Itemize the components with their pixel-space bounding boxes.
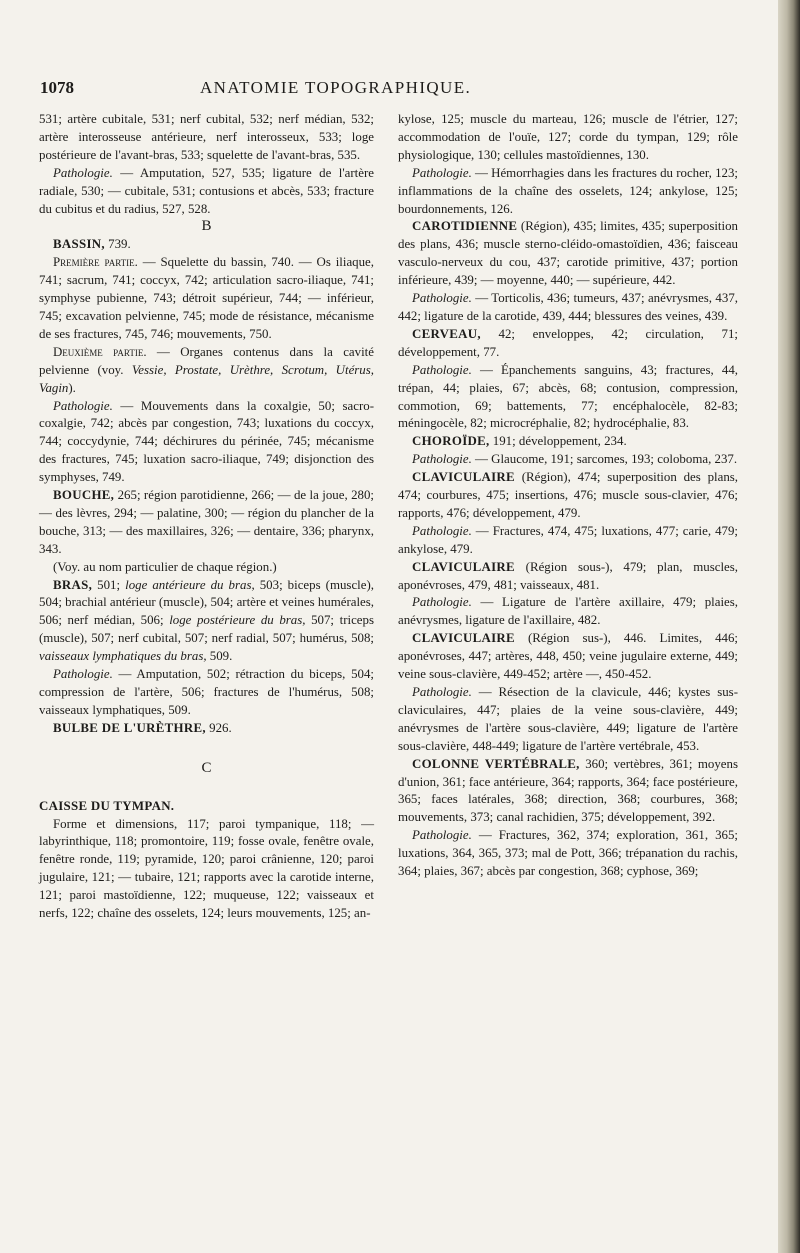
- entry-sous-claviculaire: [398, 559, 738, 595]
- left-column: [39, 111, 374, 923]
- text: 926.: [205, 720, 232, 735]
- entry-bouche: [39, 487, 374, 559]
- page-header: [40, 78, 730, 104]
- paragraph: [39, 398, 374, 488]
- paragraph: kylose, 125; muscle du marteau, 126; muscle de l'étrier, 127; accommodation de l'ouïe, 127; corde du tympan, 129; rôle physiologique, 130; cellules mastoïdiennes, 130.: [398, 112, 738, 162]
- label: Pathologie.: [53, 667, 113, 682]
- entry-head: CAROTIDIENNE: [412, 219, 518, 234]
- text: 739.: [104, 237, 131, 252]
- text: — Amputation, 502; rétraction du biceps, 504; compression de l'artère, 506; fractures de l'humérus, 508; vaisseaux lymphatiques, 509.: [39, 667, 374, 717]
- italic-text: loge postérieure du bras,: [169, 613, 306, 628]
- label: Pathologie.: [412, 165, 472, 180]
- text: 42; enveloppes, 42; circulation, 71; développement, 77.: [398, 326, 738, 359]
- text: 360; vertèbres, 361; moyens d'union, 361; face antérieure, 364; rapports, 364; face postérieure, 365; faces latérales, 368; direction, 368; courbures, 368; mouvements, 373; canal rachidien, 375; développement, 392.: [398, 756, 738, 825]
- text: 507; triceps (muscle), 507; nerf cubital, 507; nerf radial, 507; humérus, 508;: [39, 613, 374, 646]
- entry-claviculaire: [398, 469, 738, 523]
- text: (Région sus-), 446. Limites, 446; aponévroses, 447; artères, 448, 450; veine jugulaire externe, 449; veine sous-clavière, 449-452; artère —, 450-452.: [398, 631, 738, 682]
- label: Première partie.: [53, 255, 138, 270]
- section-letter-c: C: [201, 759, 212, 776]
- text: — Mouvements dans la coxalgie, 50; sacro-coxalgie, 742; abcès par congestion, 743; luxations du coccyx, 744; coccydynie, 744; déchirures du périnée, 745; mécanisme des fractures, 745; luxation sacro-iliaque, 749; disjonction des symphyses, 749.: [39, 398, 374, 485]
- entry-choroide: [398, 433, 738, 451]
- entry-head: CHOROÏDE,: [412, 434, 490, 449]
- paragraph: [398, 684, 738, 756]
- text: — Torticolis, 436; tumeurs, 437; anévrysmes, 437, 442; ligature de la carotide, 439, 444; blessures des veines, 439.: [398, 291, 738, 323]
- page-number: 1078: [40, 78, 74, 97]
- text: 265; région parotidienne, 266; — de la joue, 280; — des lèvres, 294; — palatine, 300; — région du plancher de la bouche, 313; — des maxillaires, 326; — dentaire, 336; pharynx, 343.: [39, 488, 374, 556]
- text: 509.: [206, 649, 233, 664]
- text: (Région sous-), 479; plan, muscles, aponévroses, 479, 481; vaisseaux, 481.: [398, 559, 738, 592]
- entry-caisse: [39, 798, 374, 816]
- label: Pathologie.: [412, 595, 472, 610]
- text: — Ligature de l'artère axillaire, 479; plaies, anévrysmes, ligature de l'axillaire, 482.: [398, 595, 738, 628]
- text: (Région), 474; superposition des plans, 474; courbures, 475; insertions, 476; muscle sous-clavier, 476; rapports, 476; développement, 479.: [398, 470, 738, 520]
- paragraph: [39, 344, 374, 398]
- label: Pathologie.: [53, 165, 113, 180]
- italic-text: loge antérieure du bras,: [125, 577, 255, 592]
- label: Pathologie.: [412, 828, 472, 843]
- entry-bras: [39, 577, 374, 667]
- right-column: [398, 111, 738, 881]
- text: 501;: [92, 577, 126, 592]
- text: 191; développement, 234.: [489, 434, 627, 449]
- book-edge-shadow: [778, 0, 800, 1253]
- text: — Fractures, 474, 475; luxations, 477; carie, 479; ankylose, 479.: [398, 523, 738, 556]
- label: Pathologie.: [412, 685, 472, 699]
- paragraph: Forme et dimensions, 117; paroi tympanique, 118; — labyrinthique, 118; promontoire, 119; fosse ovale, fenêtre ovale, fenêtre ronde, 119; pyramide, 120; paroi crânienne, 120; paroi jugulaire, 121; — tubaire, 121; rapports avec la carotide interne, 121; paroi mastoïdienne, 122; muqueuse, 122; vaisseaux et nerfs, 122; chaîne des osselets, 124; leurs mouvements, 125; an-: [39, 816, 374, 921]
- paragraph: [398, 523, 738, 559]
- entry-head: CAISSE DU TYMPAN.: [39, 798, 175, 813]
- entry-head: CERVEAU,: [412, 326, 481, 341]
- entry-head: CLAVICULAIRE: [412, 631, 515, 646]
- entry-head: CLAVICULAIRE: [412, 470, 515, 485]
- entry-head: COLONNE VERTÉBRALE,: [412, 756, 580, 771]
- entry-head: BRAS,: [53, 577, 93, 592]
- paragraph: 531; artère cubitale, 531; nerf cubital, 532; nerf médian, 532; artère interosseuse antérieure, nerf interosseux, 533; loge postérieure de l'avant-bras, 533; squelette de l'avant-bras, 535.: [39, 112, 374, 162]
- entry-head: CLAVICULAIRE: [412, 559, 515, 574]
- entry-sus-claviculaire: [398, 630, 738, 684]
- text: — Hémorrhagies dans les fractures du rocher, 123; inflammations de la chaîne des osselets, 124; ankylose, 125; bourdonnements, 126.: [398, 165, 738, 216]
- section-letter-b: B: [201, 218, 212, 235]
- label: Pathologie.: [53, 398, 113, 413]
- entry-colonne-vertebrale: [398, 756, 738, 828]
- text: — Fractures, 362, 374; exploration, 361, 365; luxations, 364, 365, 373; mal de Pott, 366; trépanation du rachis, 364; plaies, 367; abcès par congestion, 368; cyphose, 369;: [398, 828, 738, 879]
- paragraph: [39, 254, 374, 344]
- paragraph: [398, 827, 738, 881]
- paragraph: [39, 666, 374, 720]
- label: Pathologie.: [412, 362, 472, 377]
- entry-cerveau: [398, 326, 738, 362]
- entry-head: BOUCHE,: [53, 488, 115, 503]
- text: — Organes contenus dans la cavité pelvienne (voy.: [39, 344, 374, 377]
- text: — Amputation, 527, 535; ligature de l'artère radiale, 530; — cubitale, 531; contusions et abcès, 533; fracture du cubitus et du radius, 527, 528.: [39, 165, 374, 216]
- paragraph: [398, 165, 738, 219]
- paragraph: [398, 290, 738, 326]
- entry-head: BASSIN,: [53, 237, 105, 252]
- text: — Squelette du bassin, 740. — Os iliaque, 741; sacrum, 741; coccyx, 742; articulation sacro-iliaque, 741; symphyse pubienne, 743; détroit supérieur, 744; — inférieur, 745; excavation pelvienne, 745; mode de résistance, mécanisme de ses fractures, 745, 746; mouvements, 750.: [39, 255, 375, 341]
- running-title: ANATOMIE TOPOGRAPHIQUE.: [200, 78, 472, 97]
- entry-head: BULBE DE L'URÈTHRE,: [53, 720, 206, 735]
- italic-text: vaisseaux lymphatiques du bras,: [39, 649, 207, 664]
- text: 503; biceps (muscle), 504; brachial antérieur (muscle), 504; artère et veines humérales, 506; nerf médian, 506;: [39, 577, 375, 628]
- paragraph: (Voy. au nom particulier de chaque région.): [53, 559, 277, 574]
- text: — Épanchements sanguins, 43; fractures, 44, trépan, 44; plaies, 67; abcès, 68; contusion, compression, commotion, 69; battements, 77; encéphalocèle, 82-83; méningocèle, 82; microcréphalie, 82; hydrocéphalie, 83.: [398, 362, 738, 431]
- italic-text: Vessie, Prostate, Urèthre, Scrotum, Utérus, Vagin: [39, 362, 374, 395]
- paragraph: [398, 451, 738, 469]
- paragraph: [39, 165, 374, 219]
- text: — Glaucome, 191; sarcomes, 193; coloboma, 237.: [471, 452, 738, 467]
- label: Pathologie.: [412, 523, 472, 538]
- label: Pathologie.: [412, 291, 472, 306]
- label: Pathologie.: [412, 452, 472, 467]
- text: ).: [68, 380, 76, 395]
- entry-carotidienne: [398, 218, 738, 290]
- paragraph: [398, 594, 738, 630]
- paragraph: [398, 362, 738, 434]
- entry-bulbe: [39, 720, 374, 738]
- label: Deuxième partie.: [53, 344, 147, 359]
- text: (Région), 435; limites, 435; superposition des plans, 436; muscle sterno-cléido-omastoïdien, 436; faisceau vasculo-nerveux du cou, 437; carotide primitive, 437; portion inférieure, 439; — moyenne, 440; — supérieure, 442.: [398, 219, 738, 288]
- text: — Résection de la clavicule, 446; kystes sus-claviculaires, 447; plaies de la veine sous-clavière, 449; anévrysmes de l'artère sous-clavière, 449; ligature de l'artère sous-clavière, 448-449; ligature de l'artère vertébrale, 453.: [398, 685, 738, 753]
- entry-bassin: [39, 236, 374, 254]
